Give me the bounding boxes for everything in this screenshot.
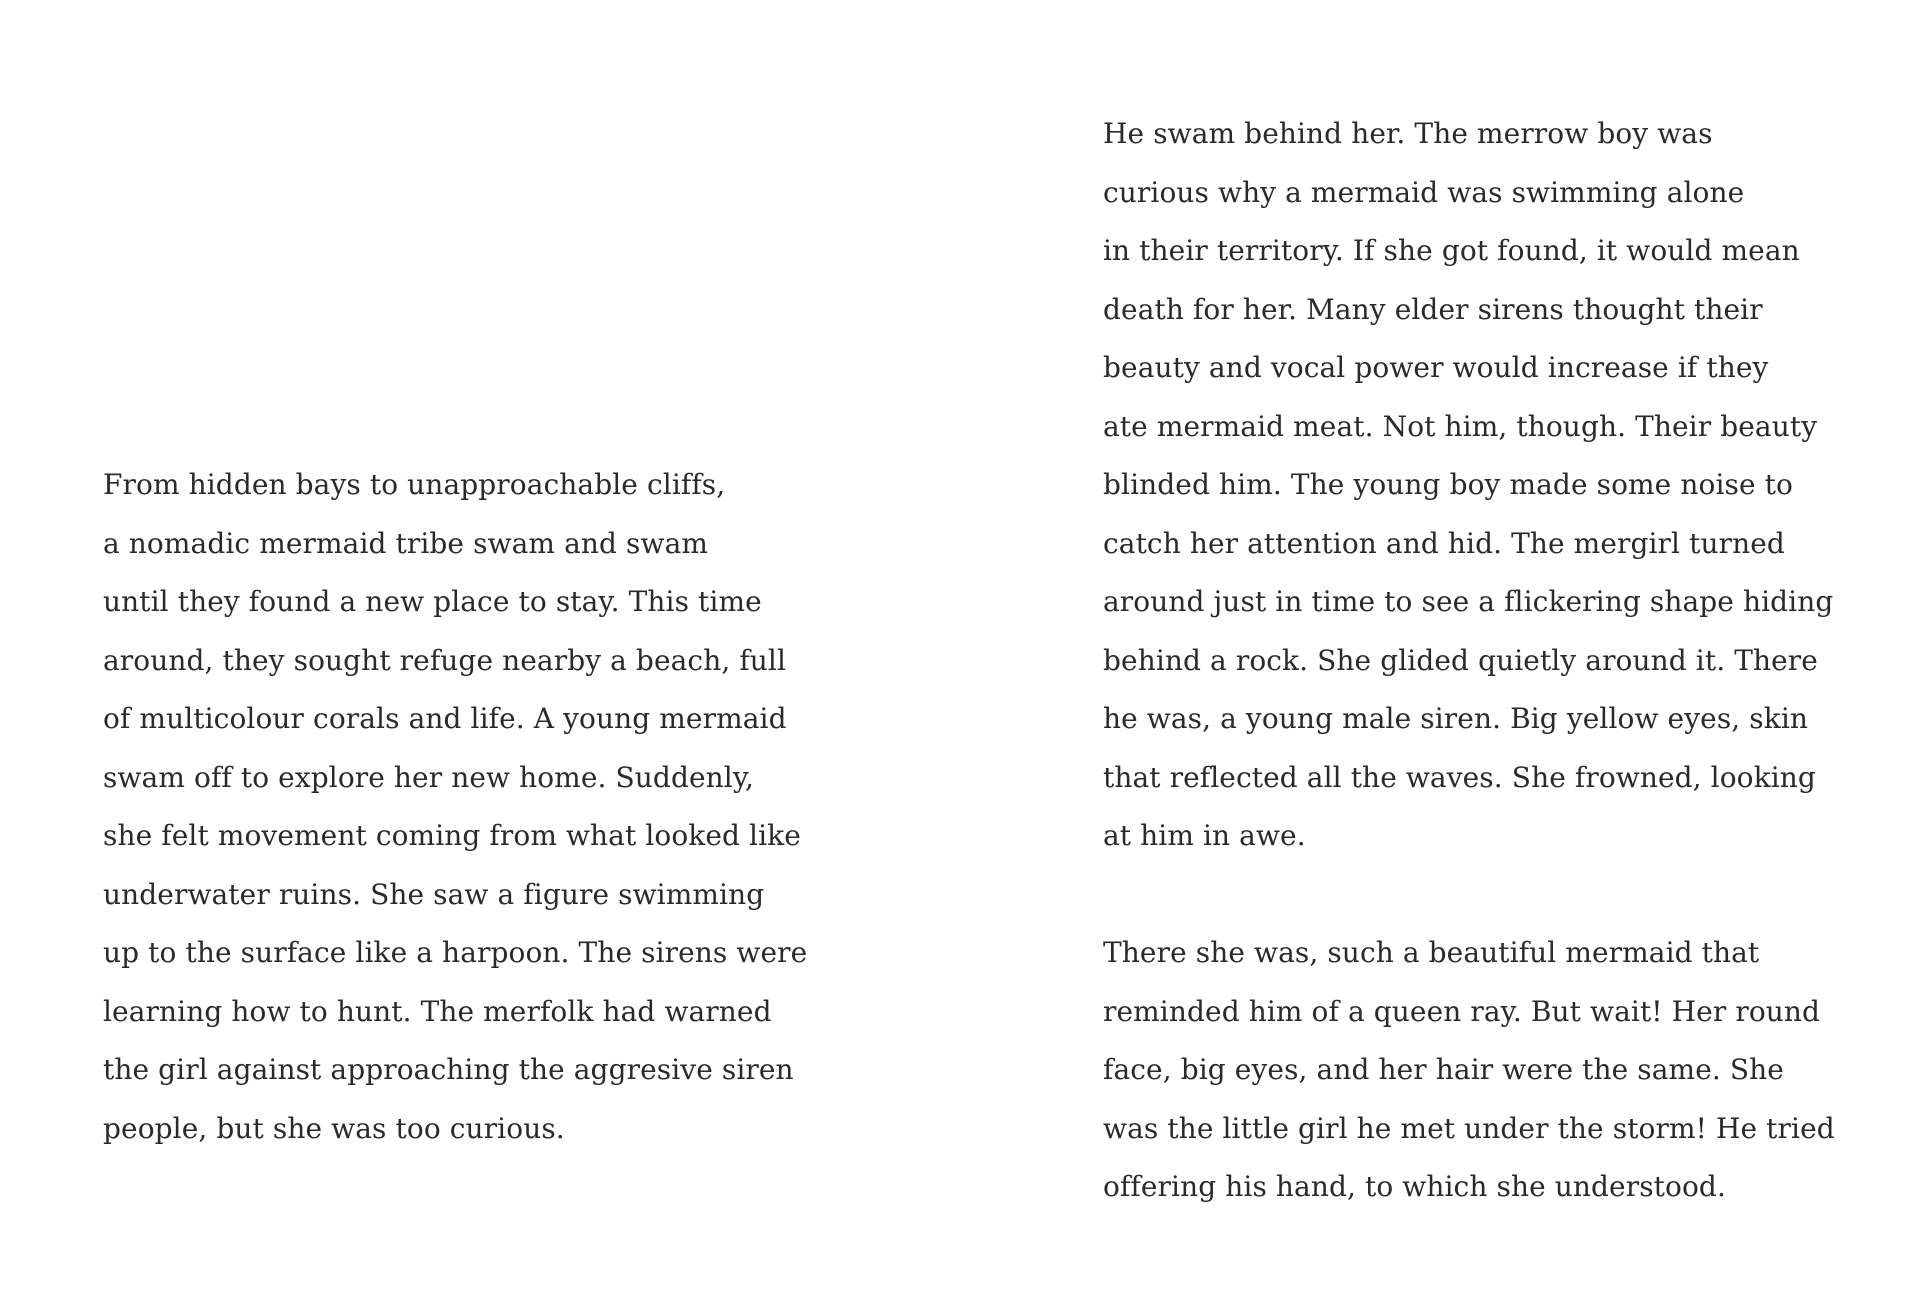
text-line: until they found a new place to stay. This time: [103, 585, 762, 618]
text-line: There she was, such a beautiful mermaid that: [1103, 936, 1760, 969]
text-line: behind a rock. She glided quietly around it. There: [1103, 643, 1818, 677]
text-line: the girl against approaching the aggresive siren: [103, 1053, 794, 1086]
text-line: catch her attention and hid. The mergirl turned: [1103, 526, 1785, 560]
text-line: offering his hand, to which she understood.: [1103, 1170, 1726, 1203]
text-line: face, big eyes, and her hair were the same. She: [1103, 1053, 1784, 1086]
right-page: [960, 0, 1920, 1316]
text-line: in their territory. If she got found, it would mean: [1103, 234, 1800, 267]
text-line: at him in awe.: [1103, 819, 1306, 852]
text-line: she felt movement coming from what looked like: [103, 819, 801, 852]
text-line: reminded him of a queen ray. But wait! Her round: [1103, 994, 1821, 1028]
left-page-paragraph: [103, 456, 807, 1158]
text-line: swam off to explore her new home. Suddenly,: [103, 760, 755, 794]
text-line: beauty and vocal power would increase if they: [1103, 351, 1769, 384]
text-line: underwater ruins. She saw a figure swimming: [103, 877, 765, 911]
text-line: of multicolour corals and life. A young mermaid: [103, 702, 787, 735]
text-line: He swam behind her. The merrow boy was: [1103, 117, 1713, 150]
text-line: up to the surface like a harpoon. The sirens were: [103, 936, 808, 969]
text-line: was the little girl he met under the storm! He tried: [1103, 1111, 1835, 1145]
right-page-paragraph-1: [1103, 105, 1833, 866]
text-line: around just in time to see a flickering shape hiding: [1103, 585, 1834, 618]
text-line: learning how to hunt. The merfolk had warned: [103, 994, 772, 1028]
text-line: a nomadic mermaid tribe swam and swam: [103, 526, 709, 560]
text-line: that reflected all the waves. She frowned, looking: [1103, 760, 1816, 794]
text-line: ate mermaid meat. Not him, though. Their beauty: [1103, 409, 1818, 443]
text-line: blinded him. The young boy made some noise to: [1103, 468, 1793, 501]
text-line: people, but she was too curious.: [103, 1111, 565, 1145]
right-page-paragraph-2: [1103, 924, 1835, 1217]
text-line: curious why a mermaid was swimming alone: [1103, 175, 1745, 209]
text-line: death for her. Many elder sirens thought their: [1103, 292, 1763, 326]
text-line: From hidden bays to unapproachable cliffs,: [103, 468, 726, 501]
text-line: around, they sought refuge nearby a beach, full: [103, 643, 787, 677]
text-line: he was, a young male siren. Big yellow eyes, skin: [1103, 702, 1809, 735]
